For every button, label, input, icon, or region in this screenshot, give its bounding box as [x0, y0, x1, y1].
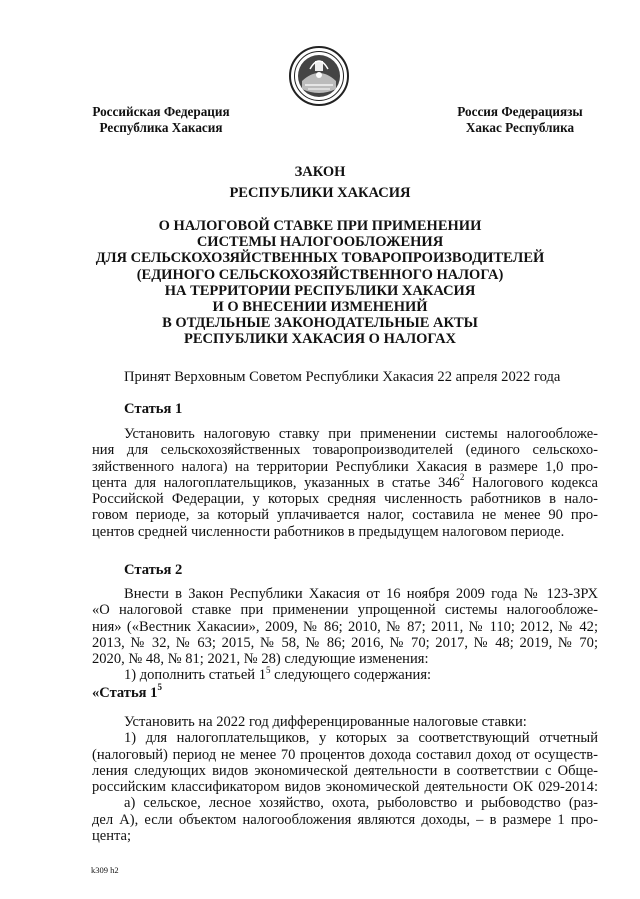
header-right [440, 104, 600, 136]
text-line: Установить налоговую ставку при применении системы налогообложе- [124, 426, 598, 442]
article-1-heading: Статья 1 [124, 401, 183, 417]
text-line: «О налоговой ставке при применении упрощенной системы налогообложе- [92, 602, 598, 619]
header-right-line-2: Хакас Республика [465, 120, 575, 135]
text-fragment: Налогового кодекса [464, 474, 599, 491]
text-line: говом периоде, за который уплачивается налог, составила не менее 90 про- [92, 507, 598, 524]
article-2-text [92, 586, 598, 701]
text-line: 1) для налогоплательщиков, у которых за соответствующий отчетный [124, 730, 598, 747]
text-line [92, 472, 599, 491]
superscript: 5 [157, 681, 162, 692]
text-line: ления следующих видов экономической деятельности в соответствии с Обще- [92, 762, 598, 779]
text-line: российским классификатором видов экономической деятельности ОК 029-2014: [92, 779, 598, 796]
text-fragment: цента для налогоплательщиков, указанных в статье 346 [92, 474, 460, 491]
coat-of-arms-icon [288, 45, 350, 107]
law-name-line: В ОТДЕЛЬНЫЕ ЗАКОНОДАТЕЛЬНЫЕ АКТЫ [162, 315, 478, 332]
text-fragment: «Статья 1 [92, 684, 158, 701]
law-title [60, 162, 580, 204]
header-left [86, 104, 236, 136]
text-line: а) сельское, лесное хозяйство, охота, рыболовство и рыбоводство (раз- [124, 795, 598, 812]
text-fragment: 1) дополнить статьей 1 [124, 667, 266, 684]
law-title-line-1: ЗАКОН [294, 164, 346, 180]
text-line: ния для сельскохозяйственных товаропроизводителей (единого сельскохо- [92, 442, 598, 459]
rates-intro: Установить на 2022 год дифференцированные налоговые ставки: [124, 714, 527, 730]
text-line: дел А), если объектом налогообложения являются доходы, – в размере 1 про- [92, 811, 598, 828]
superscript: 2 [459, 472, 465, 483]
text-line: цента; [92, 828, 132, 845]
law-name-line: НА ТЕРРИТОРИИ РЕСПУБЛИКИ ХАКАСИЯ [164, 282, 476, 299]
law-name [60, 218, 580, 348]
text-line: Российской Федерации, у которых средняя численность работников в нало- [92, 491, 598, 508]
adoption-line: Принят Верховным Советом Республики Хакасия 22 апреля 2022 года [124, 369, 561, 385]
text-line: (налоговый) период не менее 70 процентов дохода составил доход от осуществ- [92, 746, 598, 763]
article-2-continued [92, 714, 598, 844]
footer-code: k309 h2 [91, 865, 119, 875]
new-article-heading [92, 681, 598, 701]
article-2-heading: Статья 2 [124, 562, 183, 578]
text-line: зяйственного налога) на территории Республики Хакасия в размере 1,0 про- [92, 458, 598, 475]
header-right-line-1: Россия Федерациязы [457, 104, 583, 119]
header-left-line-1: Российская Федерация [92, 104, 230, 119]
text-line: центов средней численности работников в предыдущем налоговом периоде. [92, 523, 565, 540]
law-name-line: (ЕДИНОГО СЕЛЬСКОХОЗЯЙСТВЕННОГО НАЛОГА) [136, 266, 504, 283]
law-title-line-2: РЕСПУБЛИКИ ХАКАСИЯ [229, 185, 411, 201]
law-name-line: ДЛЯ СЕЛЬСКОХОЗЯЙСТВЕННЫХ ТОВАРОПРОИЗВОДИТЕЛЕЙ [95, 250, 545, 267]
superscript: 5 [265, 664, 271, 675]
text-line: Внести в Закон Республики Хакасия от 16 ноября 2009 года № 123-ЗРХ [124, 586, 598, 602]
law-name-line: И О ВНЕСЕНИИ ИЗМЕНЕНИЙ [212, 299, 428, 316]
item-1-line [92, 664, 598, 684]
text-line: 2013, № 32, № 63; 2015, № 58, № 86; 2016, № 70; 2017, № 48; 2019, № 70; [92, 634, 598, 651]
law-name-line: СИСТЕМЫ НАЛОГООБЛОЖЕНИЯ [196, 234, 444, 251]
law-name-line: О НАЛОГОВОЙ СТАВКЕ ПРИ ПРИМЕНЕНИИ [158, 218, 482, 234]
article-1-text [92, 426, 598, 540]
text-line: 2020, № 48, № 81; 2021, № 28) следующие изменения: [92, 651, 429, 668]
text-line: ния» («Вестник Хакасии», 2009, № 86; 2010, № 87; 2011, № 110; 2012, № 42; [92, 618, 598, 635]
law-name-line: РЕСПУБЛИКИ ХАКАСИЯ О НАЛОГАХ [183, 331, 457, 348]
text-fragment: следующего содержания: [270, 667, 432, 684]
header-left-line-2: Республика Хакасия [99, 120, 223, 135]
